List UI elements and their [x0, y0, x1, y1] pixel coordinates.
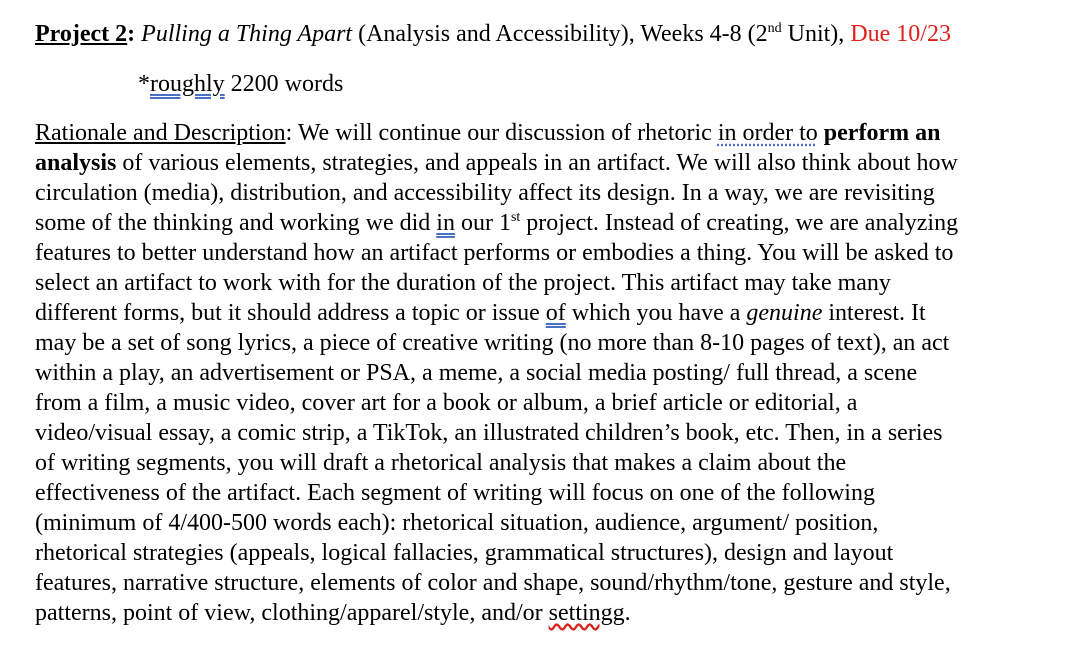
ordinal-suffix: st — [510, 210, 521, 225]
line-text: our 1 — [454, 210, 511, 236]
project-label: Project 2 — [35, 21, 128, 47]
project-heading — [35, 18, 951, 50]
spelling-flag-settingg[interactable]: settingg — [548, 600, 625, 626]
unit-text: Unit), — [781, 21, 851, 47]
rationale-paragraph — [35, 118, 1047, 628]
paragraph-line: from a film, a music video, cover art for a book or album, a brief article or editorial, a — [35, 390, 858, 416]
line-text: : We will continue our discussion of rhetoric — [285, 120, 718, 146]
word-count-prefix: * — [138, 71, 150, 97]
paragraph-line — [35, 208, 1047, 238]
bold-text: analysis — [35, 150, 117, 176]
line-text: project. Instead of creating, we are analyzing — [520, 210, 959, 236]
paragraph-line: of writing segments, you will draft a rhetorical analysis that makes a claim about the — [35, 450, 847, 476]
project-title: Pulling a Thing Apart — [141, 21, 353, 47]
project-subtitle: (Analysis and Accessibility), Weeks 4-8 (2 — [352, 21, 768, 47]
grammar-flag-roughly[interactable]: roughly — [150, 71, 225, 97]
word-count-note — [138, 68, 343, 100]
bold-text: perform an — [823, 120, 941, 146]
grammar-flag-of[interactable]: of — [545, 300, 566, 326]
grammar-flag-in[interactable]: in — [436, 210, 455, 236]
line-text: which you have a — [565, 300, 747, 326]
grammar-flag-in-order-to[interactable]: in order to — [717, 120, 818, 146]
line-text: some of the thinking and working we did — [35, 210, 437, 236]
line-text: interest. It — [822, 300, 926, 326]
paragraph-line — [35, 598, 1047, 628]
paragraph-line: within a play, an advertisement or PSA, a meme, a social media posting/ full thread, a scene — [35, 360, 918, 386]
paragraph-line — [35, 148, 1047, 178]
word-count-rest: 2200 words — [224, 71, 344, 97]
paragraph-line: features, narrative structure, elements of color and shape, sound/rhythm/tone, gesture and style, — [35, 570, 951, 596]
paragraph-line: effectiveness of the artifact. Each segment of writing will focus on one of the following — [35, 480, 875, 506]
line-text: of various elements, strategies, and appeals in an artifact. We will also think about how — [116, 150, 958, 176]
paragraph-line: rhetorical strategies (appeals, logical fallacies, grammatical structures), design and layout — [35, 540, 894, 566]
paragraph-line: (minimum of 4/400-500 words each): rhetorical situation, audience, argument/ position, — [35, 510, 879, 536]
paragraph-line: features to better understand how an artifact performs or embodies a thing. You will be asked to — [35, 240, 954, 266]
paragraph-line — [35, 298, 1047, 328]
heading-colon: : — [127, 21, 142, 47]
paragraph-line: video/visual essay, a comic strip, a TikTok, an illustrated children’s book, etc. Then, in a series — [35, 420, 943, 446]
rationale-label: Rationale and Description — [35, 120, 286, 146]
paragraph-line: may be a set of song lyrics, a piece of creative writing (no more than 8-10 pages of text), an act — [35, 330, 950, 356]
line-text: . — [624, 600, 631, 626]
line-text: different forms, but it should address a topic or issue — [35, 300, 546, 326]
paragraph-line — [35, 118, 1047, 148]
italic-text: genuine — [746, 300, 823, 326]
paragraph-line: select an artifact to work with for the duration of the project. This artifact may take many — [35, 270, 891, 296]
due-date: Due 10/23 — [850, 21, 951, 47]
paragraph-line: circulation (media), distribution, and accessibility affect its design. In a way, we are revisiting — [35, 180, 935, 206]
ordinal-suffix: nd — [767, 21, 782, 36]
line-text: patterns, point of view, clothing/apparel/style, and/or — [35, 600, 549, 626]
